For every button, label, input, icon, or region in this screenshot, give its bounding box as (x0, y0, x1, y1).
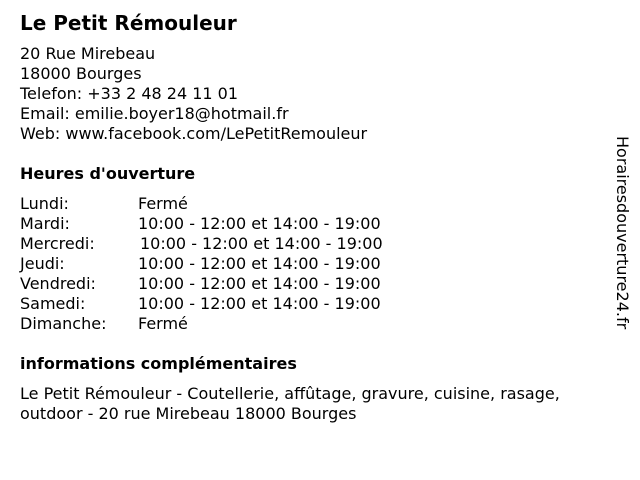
hours-table (20, 194, 460, 334)
hours-row-vendredi (20, 274, 460, 294)
day-label: Mercredi: (20, 234, 95, 253)
hours-row-dimanche (20, 314, 460, 334)
hours-row-lundi (20, 194, 460, 214)
hours-row-mardi (20, 214, 460, 234)
hours-heading: Heures d'ouverture (20, 164, 196, 183)
address-line-1: 20 Rue Mirebeau (20, 44, 156, 63)
day-label: Jeudi: (20, 254, 65, 273)
day-time: 10:00 - 12:00 et 14:00 - 19:00 (138, 254, 381, 273)
web-line: Web: www.facebook.com/LePetitRemouleur (20, 124, 368, 143)
business-name: Le Petit Rémouleur (20, 11, 237, 35)
day-label: Dimanche: (20, 314, 107, 333)
address-line-2: 18000 Bourges (20, 64, 142, 83)
day-time: 10:00 - 12:00 et 14:00 - 19:00 (138, 274, 381, 293)
day-label: Samedi: (20, 294, 86, 313)
info-text: Le Petit Rémouleur - Coutellerie, affûtage, gravure, cuisine, rasage, outdoor - 20 rue Mirebeau 18000 Bourges (20, 384, 560, 423)
day-time: 10:00 - 12:00 et 14:00 - 19:00 (140, 234, 383, 253)
hours-row-samedi (20, 294, 460, 314)
site-watermark (612, 136, 634, 370)
day-time: Fermé (138, 314, 188, 333)
day-time: 10:00 - 12:00 et 14:00 - 19:00 (138, 294, 381, 313)
info-heading: informations complémentaires (20, 354, 297, 373)
day-time: Fermé (138, 194, 188, 213)
day-time: 10:00 - 12:00 et 14:00 - 19:00 (138, 214, 381, 233)
day-label: Mardi: (20, 214, 70, 233)
watermark-text: Horairesdouverture24.fr (613, 136, 632, 330)
contact-block (20, 44, 367, 144)
hours-row-jeudi (20, 254, 460, 274)
email-line: Email: emilie.boyer18@hotmail.fr (20, 104, 289, 123)
day-label: Lundi: (20, 194, 69, 213)
hours-row-mercredi (20, 234, 460, 254)
day-label: Vendredi: (20, 274, 96, 293)
phone-line: Telefon: +33 2 48 24 11 01 (20, 84, 239, 103)
